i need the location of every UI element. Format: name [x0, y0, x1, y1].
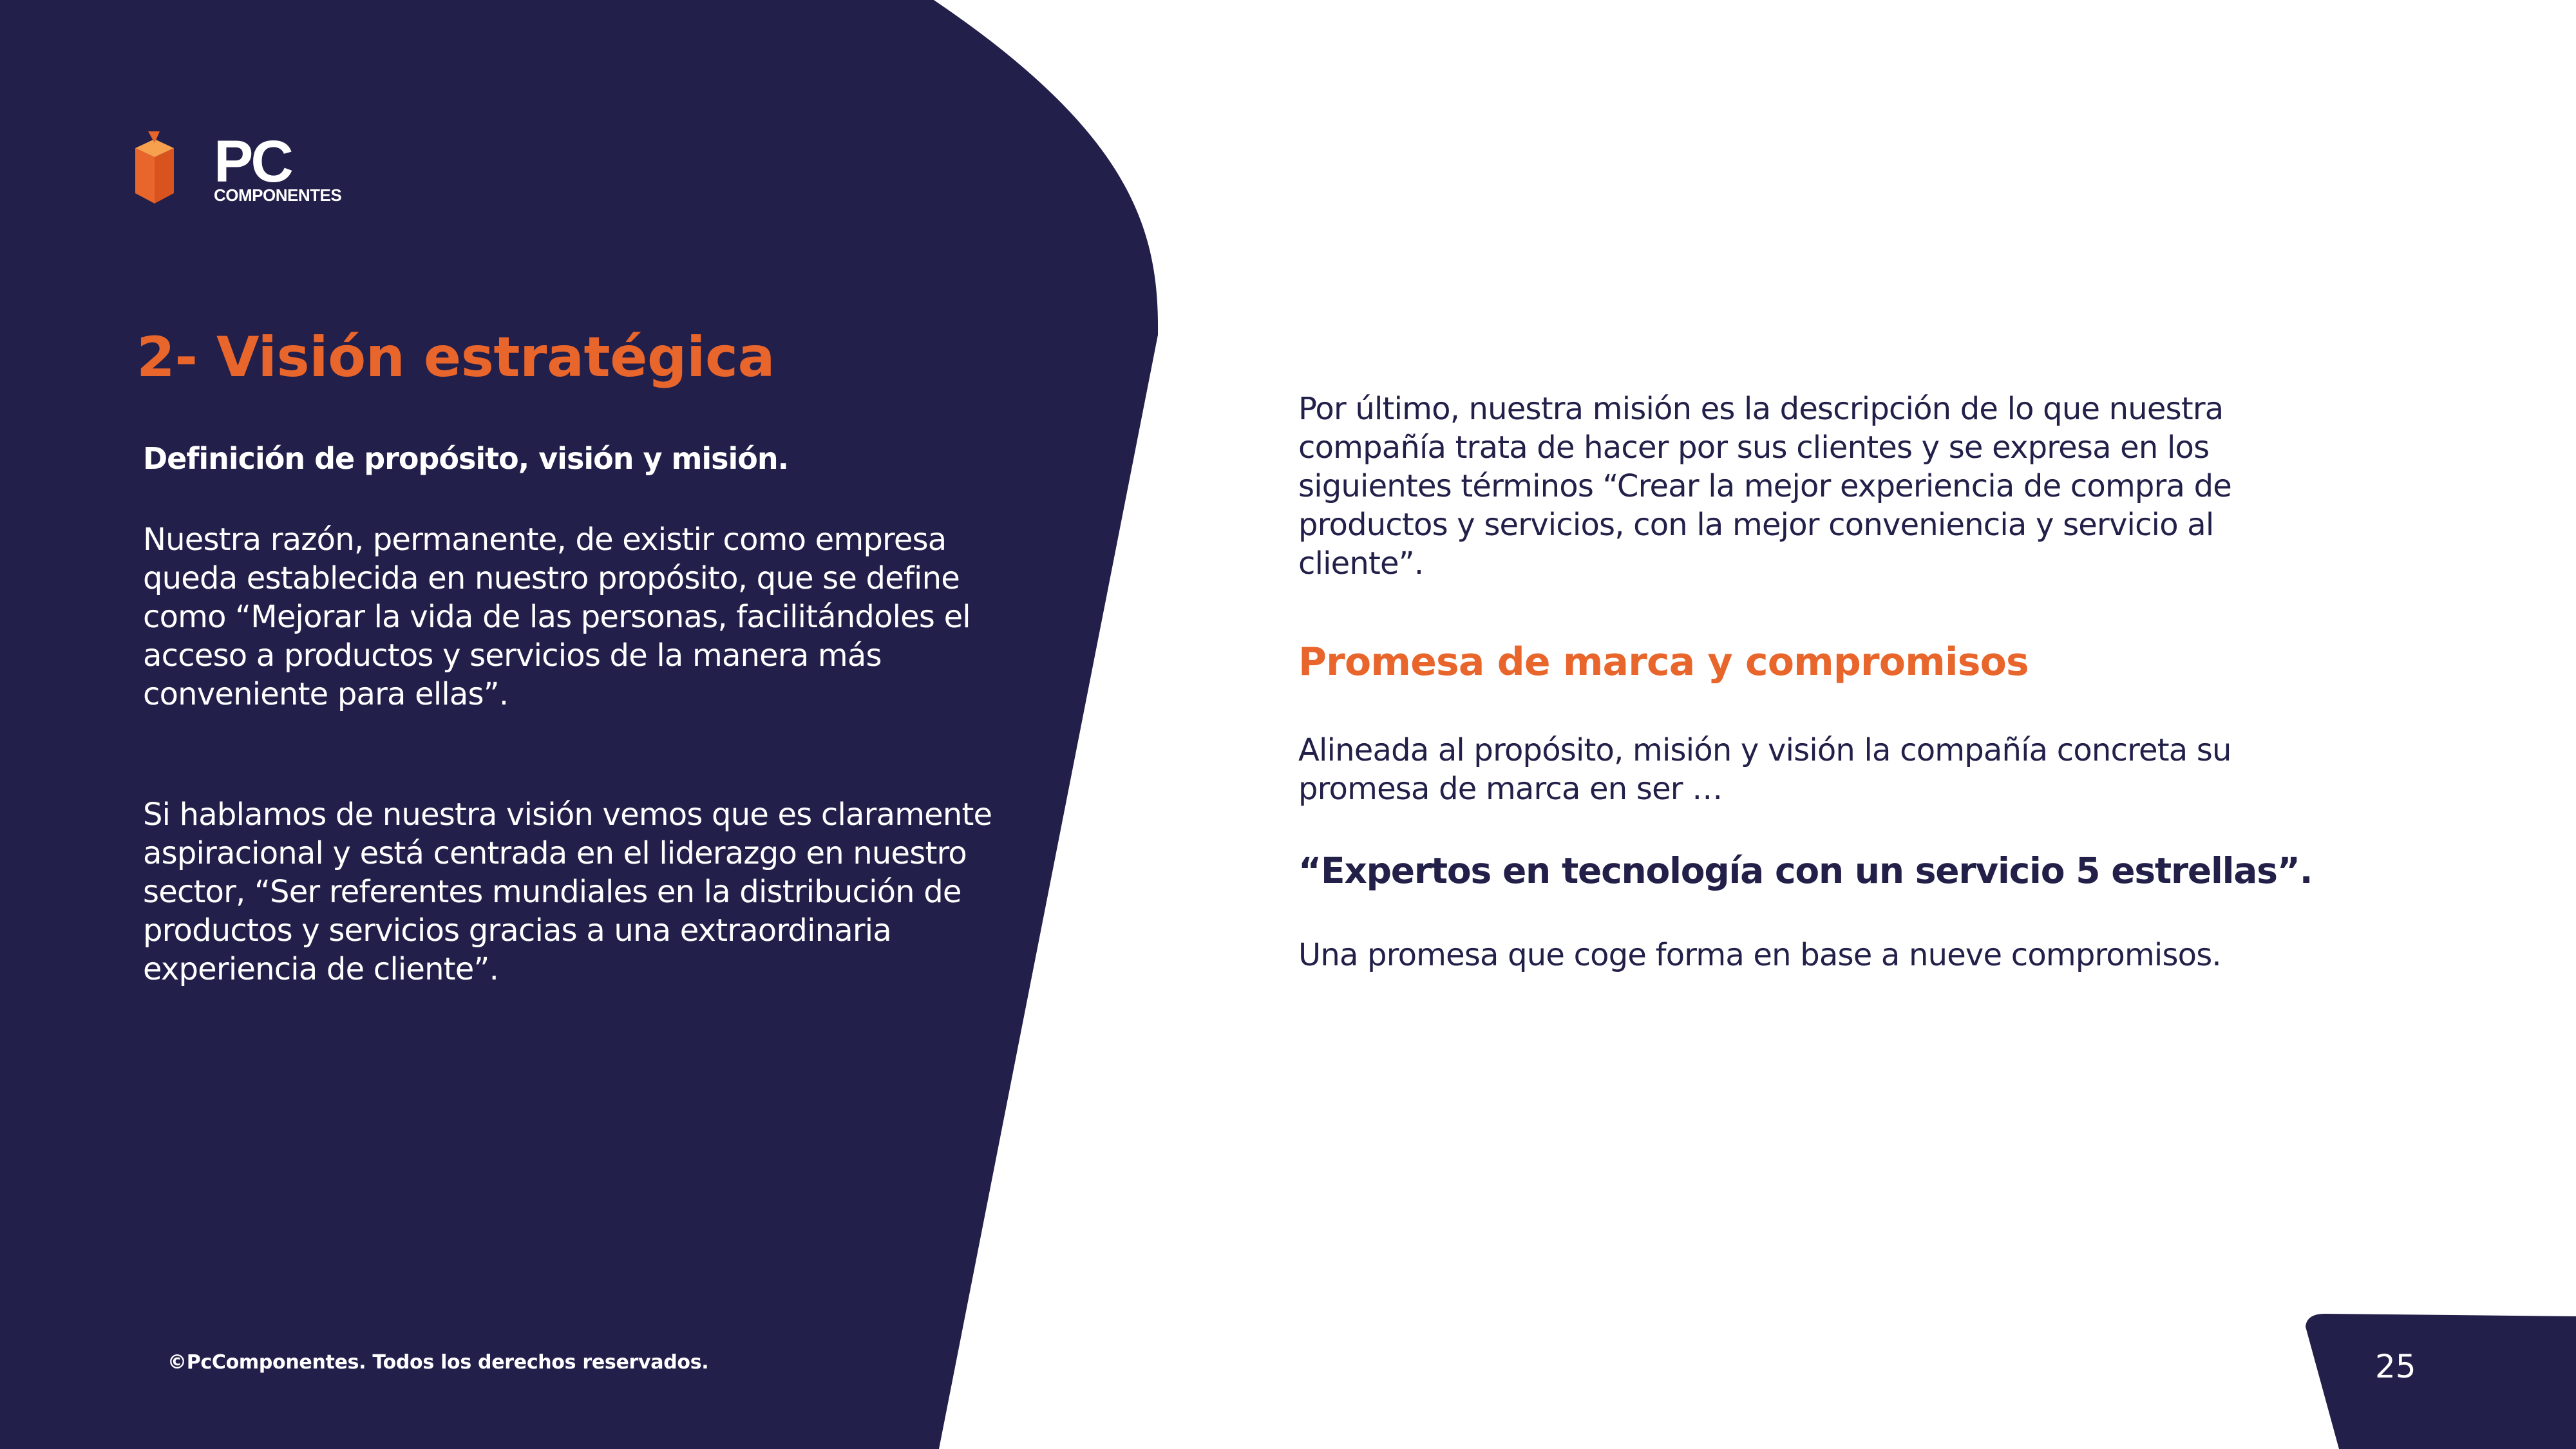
commitments-paragraph: Una promesa que coge forma en base a nueve compromisos.	[1298, 937, 2221, 973]
section-subtitle: Definición de propósito, visión y misión.	[143, 441, 789, 476]
copyright-footer: ©PcComponentes. Todos los derechos reservados.	[167, 1351, 709, 1374]
pc-componentes-box-icon	[135, 131, 174, 204]
logo-subtext: COMPONENTES	[214, 185, 342, 205]
brand-promise-quote: “Expertos en tecnología con un servicio 5 estrellas”.	[1298, 850, 2313, 891]
brand-promise-paragraph: Alineada al propósito, misión y visión la compañía concreta su promesa de marca en ser …	[1298, 732, 2231, 807]
page-title: 2- Visión estratégica	[137, 325, 775, 390]
purpose-paragraph: Nuestra razón, permanente, de existir como empresa queda establecida en nuestro propósito, que se define como “Mejorar la vida de las personas, facilitándoles el acceso a productos y servicios de la manera más conveniente para ellas”.	[143, 522, 971, 712]
navy-left-panel	[0, 0, 1158, 1449]
svg-text:PC: PC	[214, 129, 291, 194]
navy-page-tab	[2306, 1314, 2576, 1449]
brand-promise-heading: Promesa de marca y compromisos	[1298, 639, 2029, 685]
page-number: 25	[2375, 1348, 2416, 1385]
mission-paragraph: Por último, nuestra misión es la descripción de lo que nuestra compañía trata de hacer por sus clientes y se expresa en los siguientes términos “Crear la mejor experiencia de compra de productos y servicios, con la mejor conveniencia y servicio al cliente”.	[1298, 391, 2231, 582]
vision-paragraph: Si hablamos de nuestra visión vemos que es claramente aspiracional y está centrada en el liderazgo en nuestro sector, “Ser referentes mundiales en la distribución de productos y servicios gracias a una extraordinaria experiencia de cliente”.	[143, 797, 992, 987]
